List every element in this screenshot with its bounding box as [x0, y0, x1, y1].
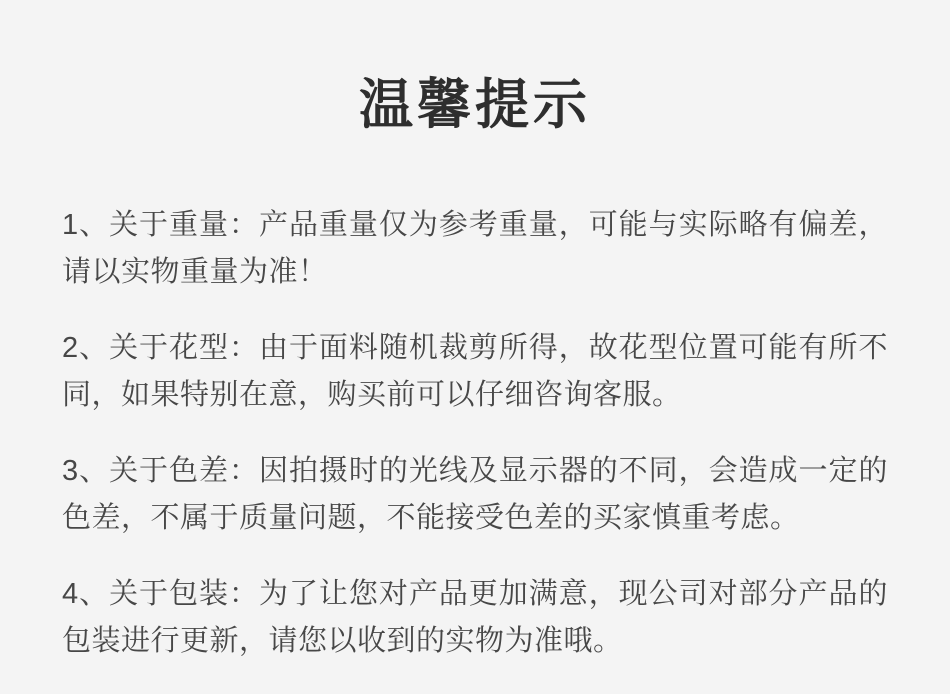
notice-list [0, 135, 950, 665]
notice-item-color-difference: 3、关于色差：因拍摄时的光线及显示器的不同，会造成一定的色差，不属于质量问题，不能接受色差的买家慎重考虑。 [62, 455, 888, 535]
notice-item-pattern: 2、关于花型：由于面料随机裁剪所得，故花型位置可能有所不同，如果特别在意，购买前可以仔细咨询客服。 [62, 332, 888, 412]
notice-item-packaging: 4、关于包装：为了让您对产品更加满意，现公司对部分产品的包装进行更新，请您以收到的实物为准哦。 [62, 578, 888, 658]
notice-item-weight: 1、关于重量：产品重量仅为参考重量，可能与实际略有偏差，请以实物重量为准！ [62, 209, 888, 289]
page-title: 温馨提示 [359, 75, 591, 135]
